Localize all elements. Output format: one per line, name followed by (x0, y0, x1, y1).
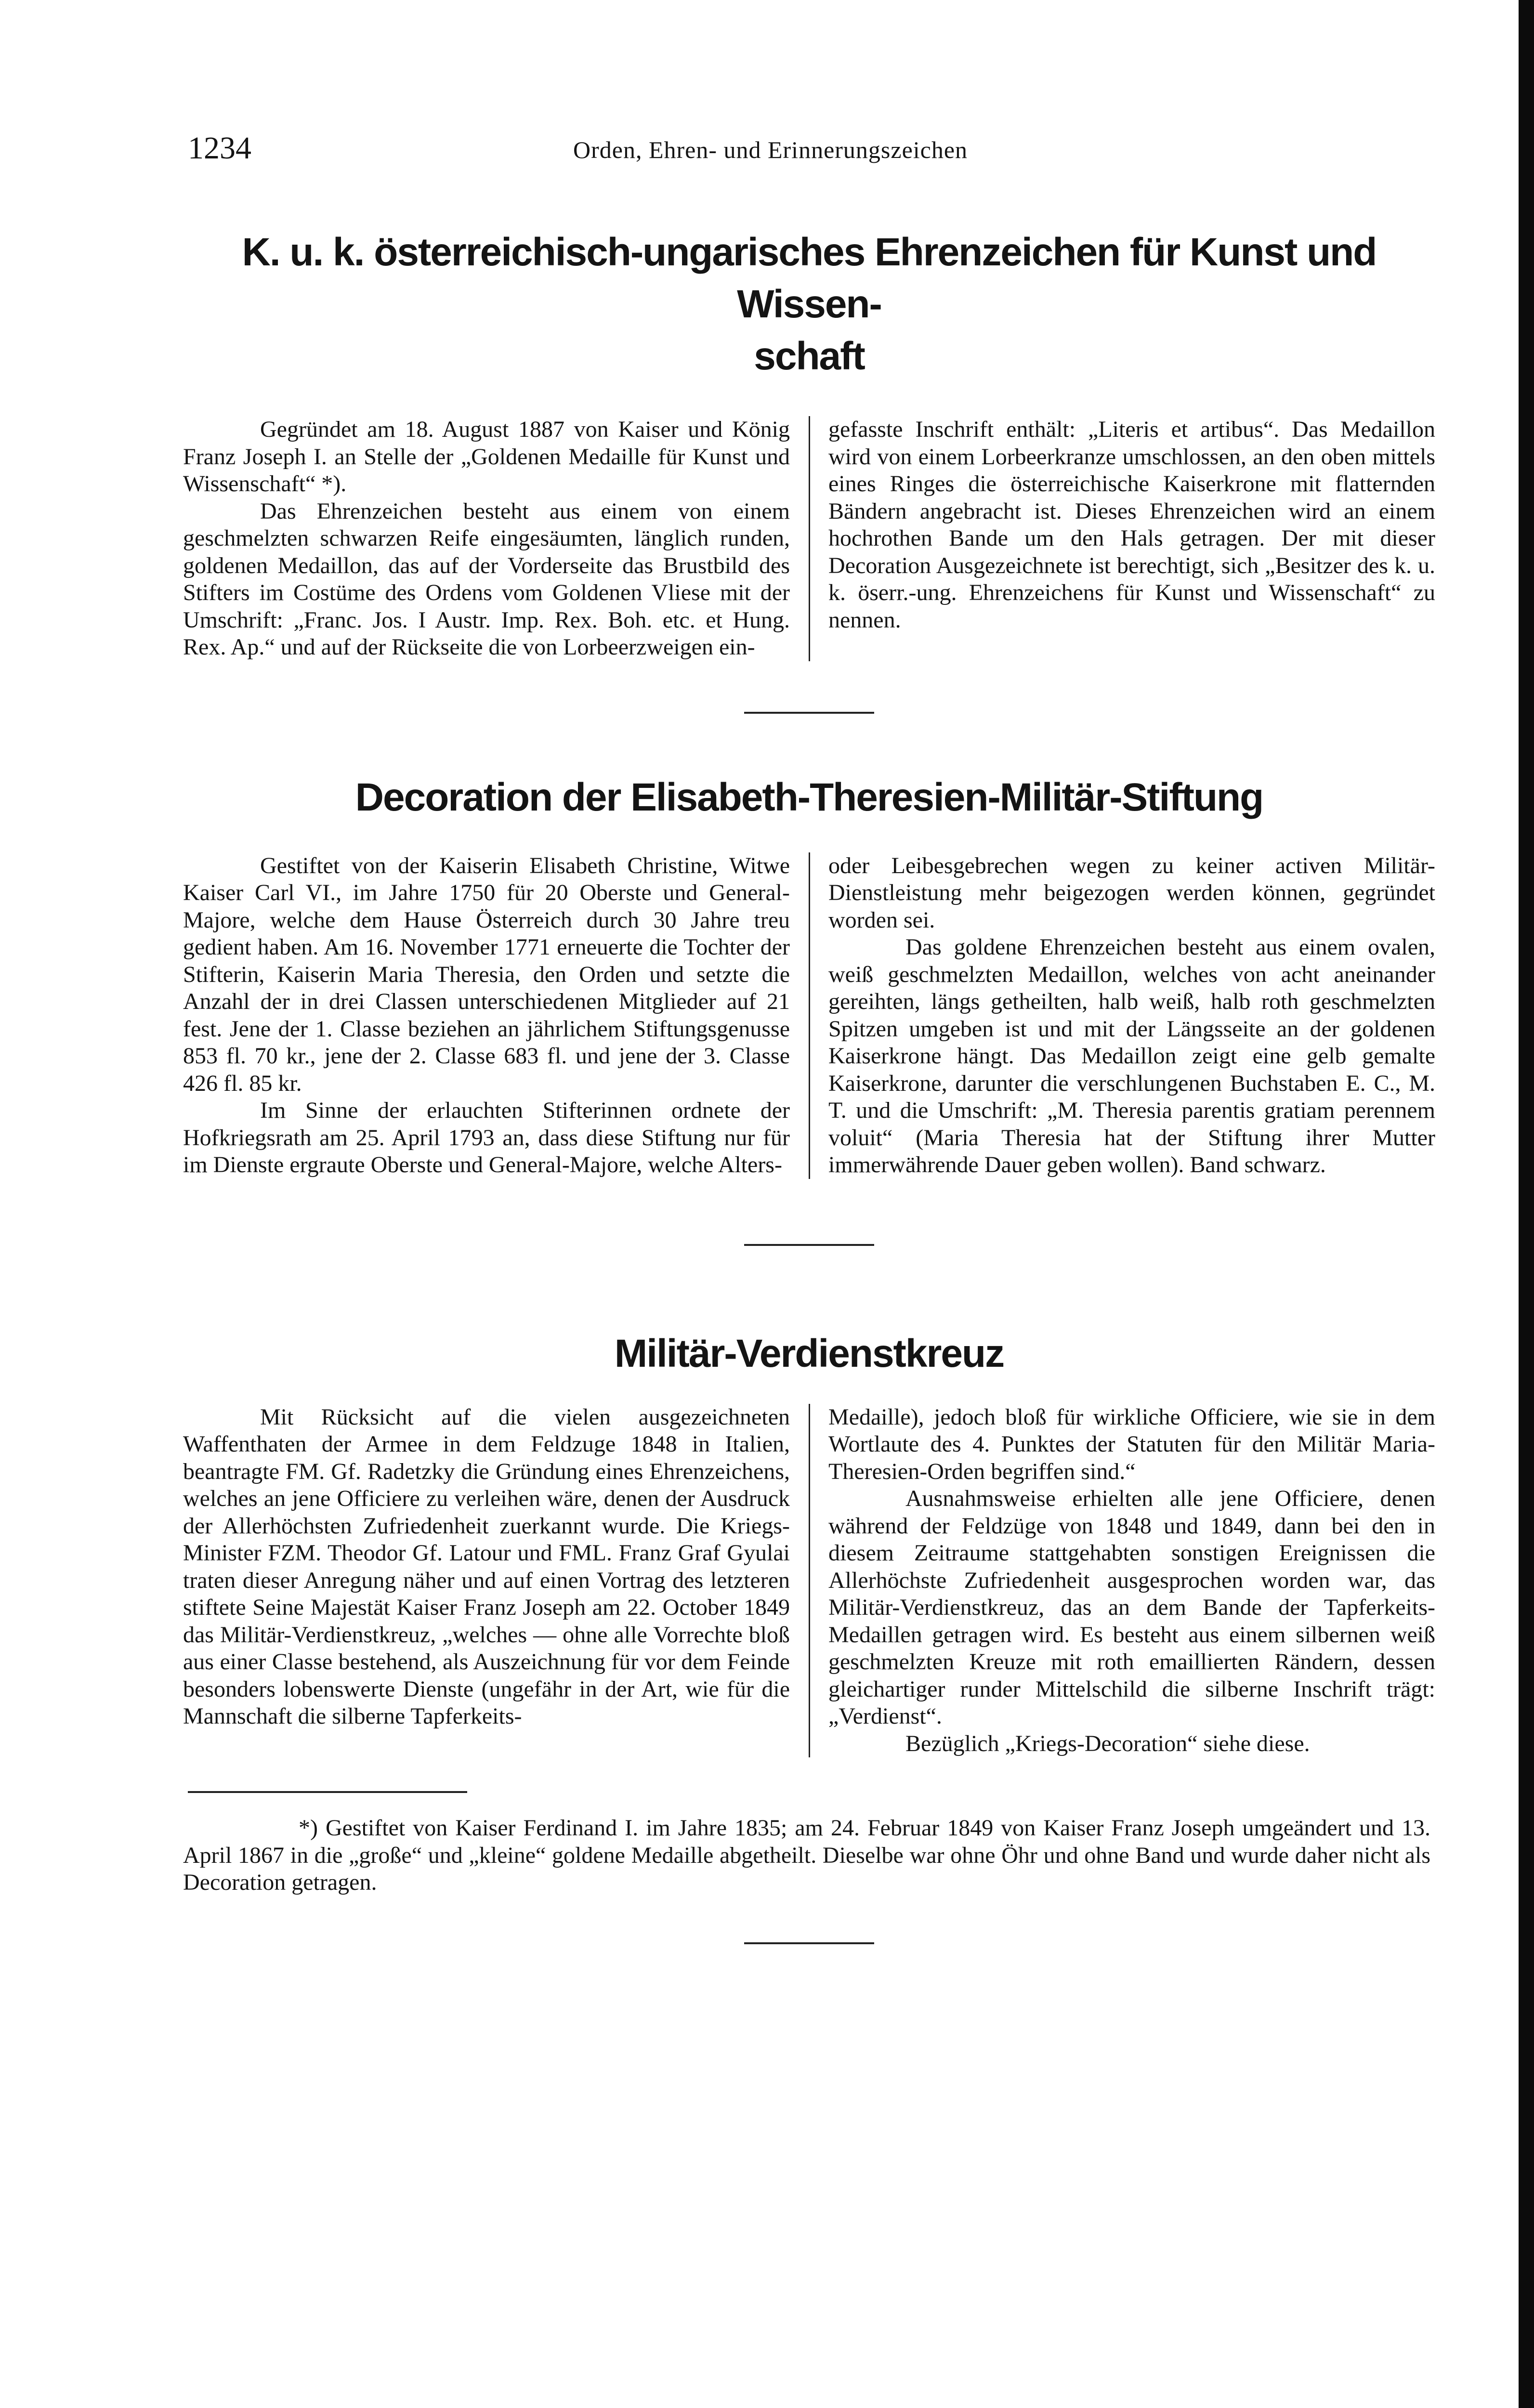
paragraph: Gegründet am 18. August 1887 von Kaiser und König Franz Joseph I. an Stelle der „Goldenen Medaille für Kunst und Wissenschaft“ *). (183, 417, 790, 497)
left-column (183, 852, 790, 1179)
book-page (183, 130, 1435, 1944)
right-column (828, 416, 1435, 661)
right-column (828, 1404, 1435, 1758)
paragraph: Mit Rücksicht auf die vielen ausgezeichneten Waffenthaten der Armee in dem Feldzuge 1848 in Italien, beantragte FM. Gf. Radetzky die Gründung eines Ehrenzeichens, welches an jene Officiere zu verleihen wäre, denen der Ausdruck der Allerhöchsten Zufriedenheit zuerkannt wurde. Die Kriegs-Minister FZM. Theodor Gf. Latour und FML. Franz Graf Gyulai traten dieser Anregung näher und auf einen Vortrag des letzteren stiftete Seine Majestät Kaiser Franz Joseph am 22. October 1849 das Militär-Verdienstkreuz, „welches — ohne alle Vorrechte bloß aus einer Classe bestehend, als Auszeichnung für vor dem Feinde besonders lobenswerte Dienste (ungefähr in der Art, wie für die Mannschaft die silberne Tapferkeits- (183, 1404, 790, 1729)
title-line: schaft (754, 334, 865, 378)
column-rule (809, 852, 810, 1179)
title-line: Decoration der Elisabeth-Theresien-Militär-Stiftung (355, 775, 1263, 819)
paragraph: Medaille), jedoch bloß für wirkliche Officiere, wie sie in dem Wortlaute des 4. Punktes der Statuten für den Militär Maria-Theresien-Orden begriffen sind.“ (828, 1404, 1435, 1484)
section-ehrenzeichen-kunst (183, 226, 1435, 661)
section-divider (744, 1244, 874, 1246)
section-elisabeth-theresien (183, 772, 1435, 1179)
column-rule (809, 416, 810, 661)
section-militaer-verdienstkreuz (183, 1328, 1435, 1758)
footnote: *) Gestiftet von Kaiser Ferdinand I. im Jahre 1835; am 24. Februar 1849 von Kaiser Franz Joseph umgeändert und 13. April 1867 in die „große“ und „kleine“ goldene Medaille abgetheilt. Dieselbe war ohne Öhr und ohne Band und wurde daher nicht als Decoration getragen. (183, 1815, 1430, 1895)
section-title (183, 1328, 1435, 1380)
two-column-text (183, 1404, 1435, 1758)
two-column-text (183, 852, 1435, 1179)
page-end-divider (744, 1942, 874, 1944)
running-title: Orden, Ehren- und Erinnerungszeichen (573, 136, 968, 163)
paragraph: Das Ehrenzeichen besteht aus einem von einem geschmelzten schwarzen Reife eingesäumten, länglich runden, goldenen Medaillon, das auf der Vorderseite das Brustbild des Stifters im Costüme des Ordens vom Goldenen Vliese mit der Umschrift: „Franc. Jos. I Austr. Imp. Rex. Boh. etc. et Hung. Rex. Ap.“ und auf der Rückseite die von Lorbeerzweigen ein- (183, 498, 790, 660)
paragraph: Gestiftet von der Kaiserin Elisabeth Christine, Witwe Kaiser Carl VI., im Jahre 1750 für 20 Oberste und General-Majore, welche dem Hause Österreich durch 30 Jahre treu gedient haben. Am 16. November 1771 erneuerte die Tochter der Stifterin, Kaiserin Maria Theresia, den Orden und setzte die Anzahl der in drei Classen unterschiedenen Mitglieder auf 21 fest. Jene der 1. Classe beziehen an jährlichem Stiftungsgenusse 853 fl. 70 kr., jene der 2. Classe 683 fl. und jene der 3. Classe 426 fl. 85 kr. (183, 852, 790, 1096)
left-column (183, 416, 790, 661)
right-column (828, 852, 1435, 1179)
title-line: K. u. k. österreichisch-ungarisches Ehrenzeichen für Kunst und Wissen- (242, 230, 1377, 326)
page-number: 1234 (188, 131, 251, 166)
footnote-rule (188, 1791, 467, 1793)
column-rule (809, 1404, 810, 1758)
running-head (183, 130, 1435, 183)
paragraph: Ausnahmsweise erhielten alle jene Officiere, denen während der Feldzüge von 1848 und 1849, dann bei den in diesem Zeitraume stattgehabten sonstigen Ereignissen die Allerhöchste Zufriedenheit ausgesprochen worden war, das Militär-Verdienstkreuz, das an dem Bande der Tapferkeits-Medaillen getragen wird. Es besteht aus einem silbernen weiß geschmelzten Kreuze mit roth emaillierten Rändern, dessen gleichartiger runder Mittelschild die silberne Inschrift trägt: „Verdienst“. (828, 1486, 1435, 1729)
paragraph: gefasste Inschrift enthält: „Literis et artibus“. Das Medaillon wird von einem Lorbeerkranze umschlossen, an den oben mittels eines Ringes die österreichische Kaiserkrone mit flatternden Bändern angebracht ist. Dieses Ehrenzeichen wird an einem hochrothen Bande um den Hals getragen. Der mit dieser Decoration Ausgezeichnete ist berechtigt, sich „Besitzer des k. u. k. öserr.-ung. Ehrenzeichens für Kunst und Wissenschaft“ zu nennen. (828, 417, 1435, 633)
section-divider (744, 712, 874, 714)
paragraph: Das goldene Ehrenzeichen besteht aus einem ovalen, weiß geschmelzten Medaillon, welches von acht aneinander gereihten, längs getheilten, halb weiß, halb roth geschmelzten Spitzen umgeben ist und mit der Längsseite an der goldenen Kaiserkrone hängt. Das Medaillon zeigt eine gelb gemalte Kaiserkrone, darunter die verschlungenen Buchstaben E. C., M. T. und die Umschrift: „M. Theresia parentis gratiam perennem voluit“ (Maria Theresia hat der Stiftung ihrer Mutter immerwährende Dauer geben wollen). Band schwarz. (828, 934, 1435, 1178)
two-column-text (183, 416, 1435, 661)
paragraph: Bezüglich „Kriegs-Decoration“ siehe diese. (905, 1730, 1310, 1756)
scan-edge (1519, 0, 1534, 2408)
paragraph: oder Leibesgebrechen wegen zu keiner activen Militär-Dienstleistung mehr beigezogen werden können, gegründet worden sei. (828, 852, 1435, 933)
paragraph: Im Sinne der erlauchten Stifterinnen ordnete der Hofkriegsrath am 25. April 1793 an, dass diese Stiftung nur für im Dienste ergraute Oberste und General-Majore, welche Alters- (183, 1098, 790, 1178)
left-column (183, 1404, 790, 1758)
section-title (183, 772, 1435, 824)
section-title (183, 226, 1435, 382)
title-line: Militär-Verdienstkreuz (614, 1331, 1004, 1375)
